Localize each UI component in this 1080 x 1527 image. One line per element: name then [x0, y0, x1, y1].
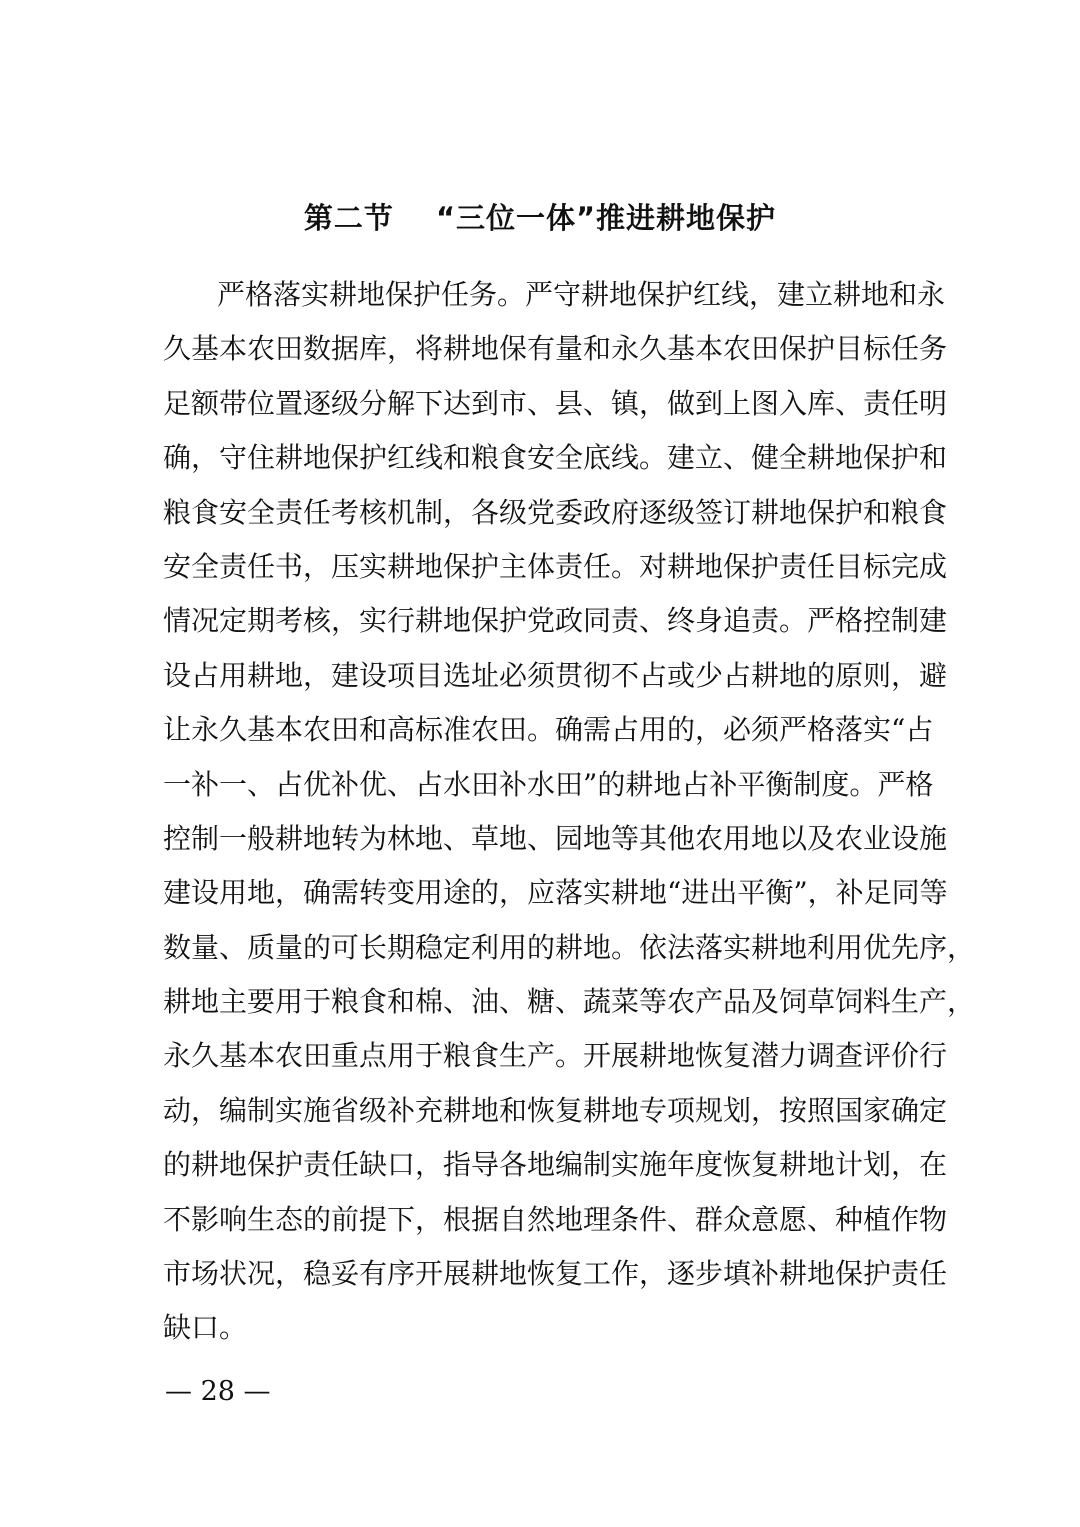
text-line: 市场状况，稳妥有序开展耕地恢复工作，逐步填补耕地保护责任 — [163, 1257, 948, 1291]
text-line: 建设用地，确需转变用途的，应落实耕地“进出平衡”，补足同等 — [163, 876, 948, 910]
text-line: 设占用耕地，建设项目选址必须贯彻不占或少占耕地的原则，避 — [163, 658, 948, 692]
section-title-text: “三位一体”推进耕地保护 — [435, 201, 777, 235]
text-line: 缺口。 — [163, 1311, 248, 1345]
text-line: 粮食安全责任考核机制，各级党委政府逐级签订耕地保护和粮食 — [163, 495, 948, 529]
text-line: 安全责任书，压实耕地保护主体责任。对耕地保护责任目标完成 — [163, 549, 948, 583]
text-line: 确，守住耕地保护红线和粮食安全底线。建立、健全耕地保护和 — [163, 441, 948, 475]
text-line: 足额带位置逐级分解下达到市、县、镇，做到上图入库、责任明 — [163, 386, 948, 420]
text-line: 永久基本农田重点用于粮食生产。开展耕地恢复潜力调查评价行 — [163, 1039, 948, 1073]
text-line: 情况定期考核，实行耕地保护党政同责、终身追责。严格控制建 — [163, 604, 948, 638]
text-line: 动，编制实施省级补充耕地和恢复耕地专项规划，按照国家确定 — [163, 1093, 948, 1127]
text-line: 不影响生态的前提下，根据自然地理条件、群众意愿、种植作物 — [163, 1202, 948, 1236]
section-label: 第二节 — [303, 201, 394, 235]
text-line: 一补一、占优补优、占水田补水田”的耕地占补平衡制度。严格 — [163, 767, 934, 801]
text-line: 控制一般耕地转为林地、草地、园地等其他农用地以及农业设施 — [163, 821, 948, 855]
text-line: 久基本农田数据库，将耕地保有量和永久基本农田保护目标任务 — [163, 332, 948, 366]
body-paragraph — [163, 268, 976, 1356]
section-heading — [0, 196, 1080, 240]
page-number: — 28 — — [165, 1376, 271, 1407]
text-line: 严格落实耕地保护任务。严守耕地保护红线，建立耕地和永 — [217, 278, 946, 311]
text-line: 数量、质量的可长期稳定利用的耕地。依法落实耕地利用优先序， — [163, 930, 976, 964]
text-line: 的耕地保护责任缺口，指导各地编制实施年度恢复耕地计划，在 — [163, 1148, 948, 1182]
text-line: 耕地主要用于粮食和棉、油、糖、蔬菜等农产品及饲草饲料生产， — [163, 985, 976, 1019]
text-line: 让永久基本农田和高标准农田。确需占用的，必须严格落实“占 — [163, 713, 934, 747]
